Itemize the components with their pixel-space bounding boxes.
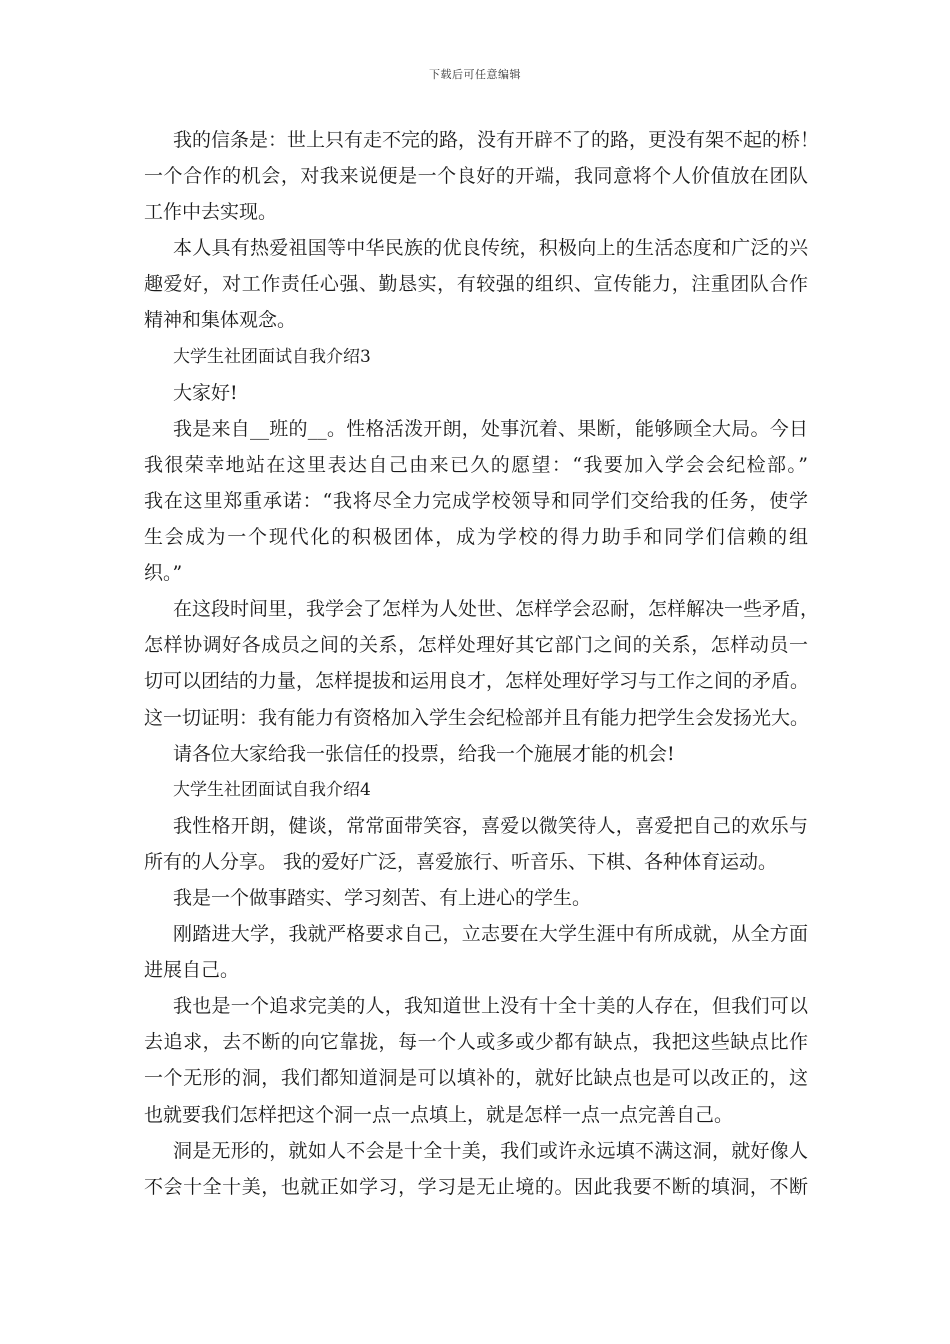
- text-line: 在这段时间里，我学会了怎样为人处世、怎样学会忍耐，怎样解决一些矛盾，: [173, 598, 820, 621]
- section-heading: 大学生社团面试自我介绍4: [173, 779, 371, 800]
- text-line: 一个无形的洞，我们都知道洞是可以填补的，就好比缺点也是可以改正的，这: [144, 1067, 808, 1090]
- text-line: 也就要我们怎样把这个洞一点一点填上，就是怎样一点一点完善自己。: [144, 1103, 734, 1126]
- text-line: 一个合作的机会，对我来说便是一个良好的开端，我同意将个人价值放在团队: [144, 165, 808, 188]
- text-line: 织。”: [144, 562, 183, 585]
- text-line: 本人具有热爱祖国等中华民族的优良传统，积极向上的生活态度和广泛的兴: [173, 237, 808, 260]
- text-line: 我在这里郑重承诺：“我将尽全力完成学校领导和同学们交给我的任务，使学: [144, 489, 808, 512]
- text-line: 请各位大家给我一张信任的投票，给我一个施展才能的机会!: [173, 742, 675, 765]
- text-line: 进展自己。: [144, 959, 240, 982]
- text-line: 我的信条是：世上只有走不完的路，没有开辟不了的路，更没有架不起的桥！: [173, 129, 820, 151]
- text-line: 生会成为一个现代化的积极团体，成为学校的得力助手和同学们信赖的组: [144, 526, 808, 549]
- text-line: 这一切证明：我有能力有资格加入学生会纪检部并且有能力把学生会发扬光大。: [144, 706, 810, 729]
- text-line: 我也是一个追求完美的人，我知道世上没有十全十美的人存在，但我们可以: [173, 995, 808, 1018]
- text-line: 大家好!: [173, 381, 238, 404]
- text-line: 我是一个做事踏实、学习刻苦、有上进心的学生。: [173, 886, 592, 909]
- text-line: 去追求，去不断的向它靠拢，每一个人或多或少都有缺点，我把这些缺点比作: [144, 1031, 808, 1054]
- text-line: 精神和集体观念。: [144, 309, 297, 332]
- text-line: 切可以团结的力量，怎样提拔和运用良才，怎样处理好学习与工作之间的矛盾。: [144, 670, 810, 693]
- text-line: 我是来自__班的__。性格活泼开朗，处事沉着、果断，能够顾全大局。今日: [173, 417, 808, 440]
- page-header: 下载后可任意编辑: [429, 68, 521, 81]
- text-line: 我很荣幸地站在这里表达自己由来已久的愿望：“我要加入学会会纪检部。”: [144, 453, 808, 476]
- text-line: 所有的人分享。 我的爱好广泛，喜爱旅行、听音乐、下棋、各种体育运动。: [144, 850, 778, 873]
- text-line: 工作中去实现。: [144, 201, 278, 224]
- text-line: 不会十全十美，也就正如学习，学习是无止境的。因此我要不断的填洞，不断: [144, 1175, 808, 1198]
- text-line: 刚踏进大学，我就严格要求自己，立志要在大学生涯中有所成就，从全方面: [173, 923, 808, 946]
- text-line: 洞是无形的，就如人不会是十全十美，我们或许永远填不满这洞，就好像人: [173, 1139, 808, 1162]
- document-body: [144, 122, 820, 1205]
- text-line: 我性格开朗，健谈，常常面带笑容，喜爱以微笑待人，喜爱把自己的欢乐与: [173, 814, 808, 837]
- text-line: 怎样协调好各成员之间的关系，怎样处理好其它部门之间的关系，怎样动员一: [144, 634, 808, 657]
- text-line: 趣爱好，对工作责任心强、勤恳实，有较强的组织、宣传能力，注重团队合作: [144, 273, 808, 296]
- section-heading: 大学生社团面试自我介绍3: [173, 346, 371, 367]
